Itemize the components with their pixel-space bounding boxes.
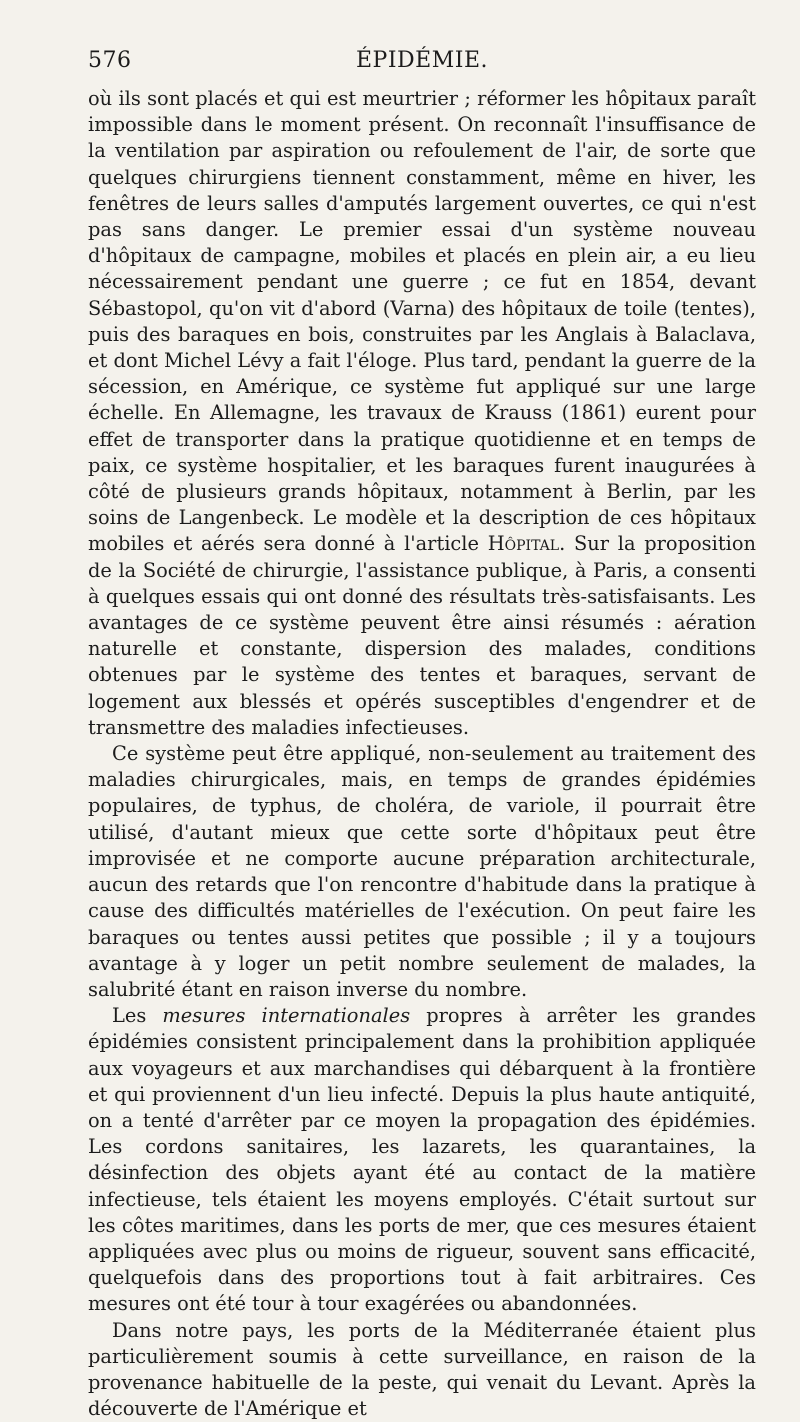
paragraph-text: où ils sont placés et qui est meurtrier ; réformer les hôpitaux paraît impossible dans le moment présent. On reconnaît l'insuffisance de la ventilation par aspiration ou refoulement de l'air, de sorte que quelques chirurgiens tiennent constamment, même en hiver, les fenêtres de leurs salles d'amputés largement ouvertes, ce qui n'est pas sans danger. Le premier essai d'un système nouveau d'hôpitaux de campagne, mobiles et placés en plein air, a eu lieu nécessairement pendant une guerre ; ce fut en 1854, devant Sébastopol, qu'on vit d'abord (Varna) des hôpitaux de toile (tentes), puis des baraques en bois, construites par les Anglais à Balaclava, et dont Michel Lévy a fait l'éloge. Plus tard, pendant la guerre de la sécession, en Amérique, ce système fut appliqué sur une large échelle. En Allemagne, les travaux de Krauss (1861) eurent pour effet de transporter dans la pratique quotidienne et en temps de paix, ce système hospitalier, et les baraques furent inaugurées à côté de plusieurs grands hôpitaux, notamment à Berlin, par les soins de Langenbeck. Le modèle et la description de ces hôpitaux mobiles et aérés sera donné à l'article <box>88 87 756 556</box>
paragraph-4: Dans notre pays, les ports de la Méditerranée étaient plus particulièrement soumis à cette surveillance, en raison de la provenance habituelle de la peste, qui venait du Levant. Après la découverte de l'Amérique et <box>88 1318 756 1421</box>
page-header <box>88 48 756 80</box>
page-body <box>88 86 756 1422</box>
italic-term: mesures internationales <box>162 1004 411 1028</box>
paragraph-text: . Sur la proposition de la Société de chirurgie, l'assistance publique, à Paris, a consenti à quelques essais qui ont donné des résultats très-satisfaisants. Les avantages de ce système peuvent être ainsi résumés : aération naturelle et constante, dispersion des malades, conditions obtenues par le système des tentes et baraques, servant de logement aux blessés et opérés susceptibles d'engendrer et de transmettre des maladies infectieuses. <box>88 532 756 739</box>
paragraph-text: propres à arrêter les grandes épidémies consistent principalement dans la prohibition appliquée aux voyageurs et aux marchandises qui débarquent à la frontière et qui proviennent d'un lieu infecté. Depuis la plus haute antiquité, on a tenté d'arrêter par ce moyen la propagation des épidémies. Les cordons sanitaires, les lazarets, les quarantaines, la désinfection des objets ayant été au contact de la matière infectieuse, tels étaient les moyens employés. C'était surtout sur les côtes maritimes, dans les ports de mer, que ces mesures étaient appliquées avec plus ou moins de rigueur, souvent sans efficacité, quelquefois dans des proportions tout à fait arbitraires. Ces mesures ont été tour à tour exagérées ou abandonnées. <box>88 1004 756 1316</box>
running-title: ÉPIDÉMIE. <box>355 48 489 73</box>
paragraph-text: Les <box>112 1004 147 1028</box>
paragraph-3 <box>88 1003 756 1317</box>
paragraph-2: Ce système peut être appliqué, non-seulement au traitement des maladies chirurgicales, mais, en temps de grandes épidémies populaires, de typhus, de choléra, de variole, il pourrait être utilisé, d'autant mieux que cette sorte d'hôpitaux peut être improvisée et ne comporte aucune préparation architecturale, aucun des retards que l'on rencontre d'habitude dans la pratique à cause des difficultés matérielles de l'exécution. On peut faire les baraques ou tentes aussi petites que possible ; il y a toujours avantage à y loger un petit nombre seulement de malades, la salubrité étant en raison inverse du nombre. <box>88 742 756 1001</box>
paragraph-1 <box>88 86 756 741</box>
small-caps-term: Hôpital <box>487 532 560 556</box>
page-number: 576 <box>88 48 132 73</box>
